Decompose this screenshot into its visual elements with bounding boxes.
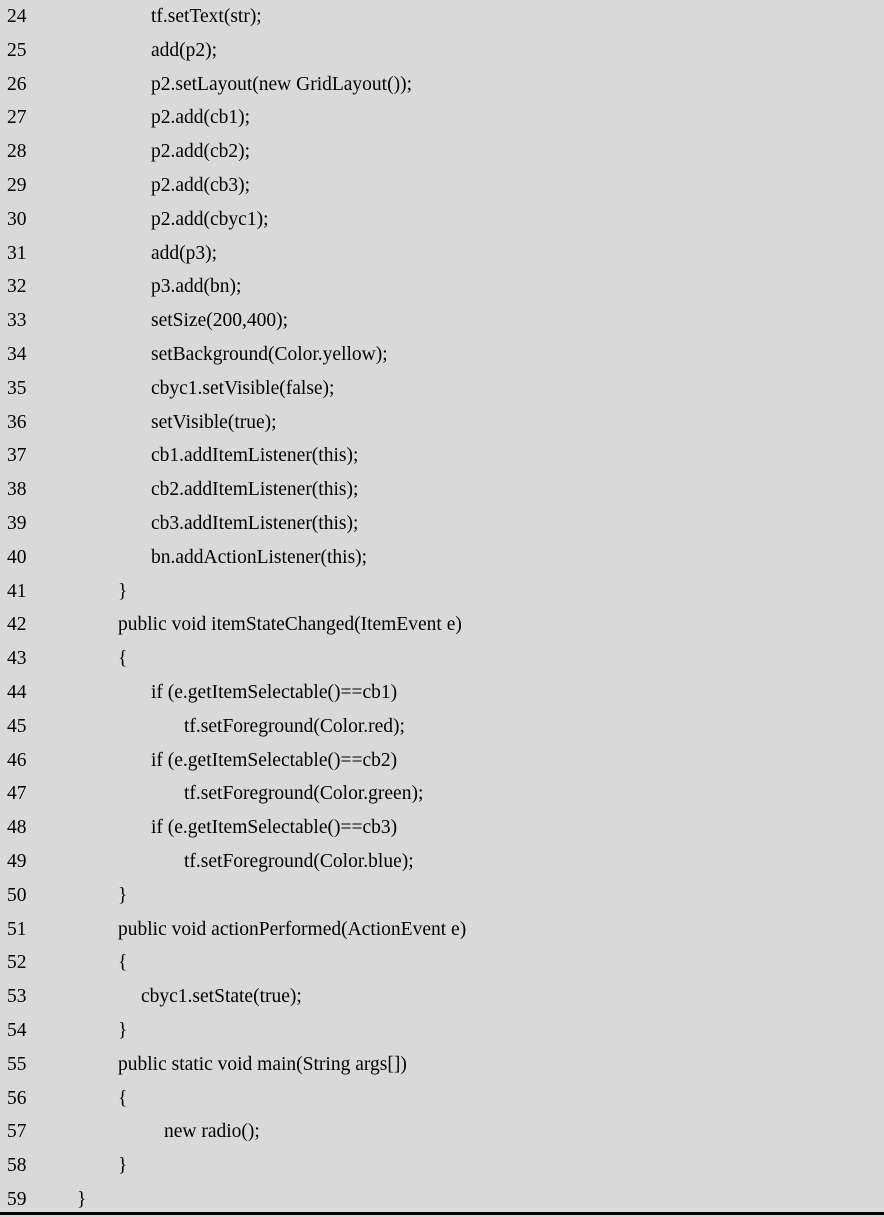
- line-code: cb2.addItemListener(this);: [151, 479, 359, 501]
- line-code: }: [118, 580, 128, 602]
- code-line: [0, 575, 884, 609]
- code-line: [0, 169, 884, 203]
- line-code: bn.addActionListener(this);: [151, 546, 368, 568]
- line-number: 56: [7, 1087, 27, 1109]
- line-number: 45: [7, 715, 27, 737]
- line-number: 53: [7, 986, 27, 1008]
- code-line: [0, 101, 884, 135]
- line-code: add(p2);: [151, 39, 218, 61]
- line-number: 34: [7, 344, 27, 365]
- line-number: 40: [7, 546, 27, 568]
- line-number: 35: [7, 377, 27, 399]
- code-line: [0, 744, 884, 778]
- code-line: [0, 1014, 884, 1048]
- code-line: [0, 1149, 884, 1183]
- line-code: tf.setForeground(Color.blue);: [184, 851, 414, 872]
- line-code: p3.add(bn);: [151, 276, 242, 298]
- line-code: p2.add(cbyc1);: [151, 208, 269, 230]
- line-code: setVisible(true);: [151, 411, 277, 433]
- line-code: if (e.getItemSelectable()==cb1): [151, 682, 398, 703]
- line-code: {: [118, 648, 128, 670]
- code-line: [0, 406, 884, 440]
- code-line: [0, 946, 884, 980]
- line-code: }: [118, 1155, 128, 1177]
- code-line: [0, 541, 884, 575]
- code-line: [0, 1082, 884, 1116]
- code-line: [0, 777, 884, 811]
- line-number: 36: [7, 411, 27, 433]
- line-number: 25: [7, 39, 27, 61]
- line-number: 31: [7, 242, 27, 264]
- code-line: [0, 0, 884, 34]
- line-code: cb1.addItemListener(this);: [151, 445, 359, 467]
- code-line: [0, 304, 884, 338]
- line-code: tf.setForeground(Color.red);: [184, 715, 405, 737]
- code-line: [0, 270, 884, 304]
- line-number: 48: [7, 817, 27, 839]
- code-line: [0, 473, 884, 507]
- line-code: public void actionPerformed(ActionEvent e): [118, 918, 467, 940]
- line-code: public static void main(String args[]): [118, 1053, 407, 1075]
- code-line: [0, 203, 884, 237]
- line-code: public void itemStateChanged(ItemEvent e): [118, 614, 462, 636]
- code-line: [0, 135, 884, 169]
- code-line: [0, 608, 884, 642]
- line-number: 54: [7, 1020, 27, 1041]
- line-number: 51: [7, 918, 27, 940]
- line-code: setSize(200,400);: [151, 310, 289, 332]
- code-line: [0, 507, 884, 541]
- line-code: add(p3);: [151, 242, 218, 264]
- line-code: if (e.getItemSelectable()==cb2): [151, 749, 398, 771]
- code-line: [0, 68, 884, 102]
- line-number: 49: [7, 851, 27, 872]
- line-code: }: [118, 1020, 128, 1041]
- code-line: [0, 845, 884, 879]
- line-code: if (e.getItemSelectable()==cb3): [151, 817, 398, 839]
- line-code: cbyc1.setVisible(false);: [151, 377, 335, 399]
- line-number: 29: [7, 175, 27, 196]
- line-code: p2.add(cb3);: [151, 175, 251, 196]
- line-code: p2.setLayout(new GridLayout());: [151, 73, 413, 95]
- line-number: 59: [7, 1189, 27, 1210]
- line-code: {: [118, 1087, 128, 1109]
- code-line: [0, 338, 884, 372]
- line-code: }: [118, 884, 128, 906]
- line-code: }: [77, 1189, 87, 1210]
- line-code: tf.setForeground(Color.green);: [184, 783, 424, 805]
- code-line: [0, 676, 884, 710]
- line-number: 24: [7, 6, 27, 27]
- line-number: 30: [7, 208, 27, 230]
- code-line: [0, 811, 884, 845]
- code-line: [0, 439, 884, 473]
- line-number: 43: [7, 648, 27, 670]
- line-number: 55: [7, 1053, 27, 1075]
- code-line: [0, 710, 884, 744]
- line-number: 50: [7, 884, 27, 906]
- line-number: 58: [7, 1155, 27, 1177]
- code-line: [0, 879, 884, 913]
- code-line: [0, 237, 884, 271]
- line-code: p2.add(cb1);: [151, 107, 251, 129]
- line-number: 37: [7, 445, 27, 467]
- line-number: 52: [7, 952, 27, 974]
- line-number: 33: [7, 310, 27, 332]
- line-code: new radio();: [164, 1121, 260, 1143]
- line-number: 26: [7, 73, 27, 95]
- line-number: 32: [7, 276, 27, 298]
- line-code: cb3.addItemListener(this);: [151, 513, 359, 534]
- line-number: 46: [7, 749, 27, 771]
- line-code: tf.setText(str);: [151, 6, 262, 27]
- line-code: p2.add(cb2);: [151, 141, 251, 163]
- line-code: setBackground(Color.yellow);: [151, 344, 388, 365]
- code-line: [0, 913, 884, 947]
- code-line: [0, 1048, 884, 1082]
- code-line: [0, 1183, 884, 1217]
- line-number: 44: [7, 682, 27, 703]
- code-line: [0, 34, 884, 68]
- line-number: 42: [7, 614, 27, 636]
- line-number: 38: [7, 479, 27, 501]
- line-code: {: [118, 952, 128, 974]
- code-line: [0, 372, 884, 406]
- line-number: 41: [7, 580, 27, 602]
- code-line: [0, 980, 884, 1014]
- code-line: [0, 1115, 884, 1149]
- line-number: 57: [7, 1121, 27, 1143]
- line-code: cbyc1.setState(true);: [141, 986, 302, 1008]
- line-number: 47: [7, 783, 27, 805]
- line-number: 28: [7, 141, 27, 163]
- line-number: 27: [7, 107, 27, 129]
- line-number: 39: [7, 513, 27, 534]
- code-line: [0, 642, 884, 676]
